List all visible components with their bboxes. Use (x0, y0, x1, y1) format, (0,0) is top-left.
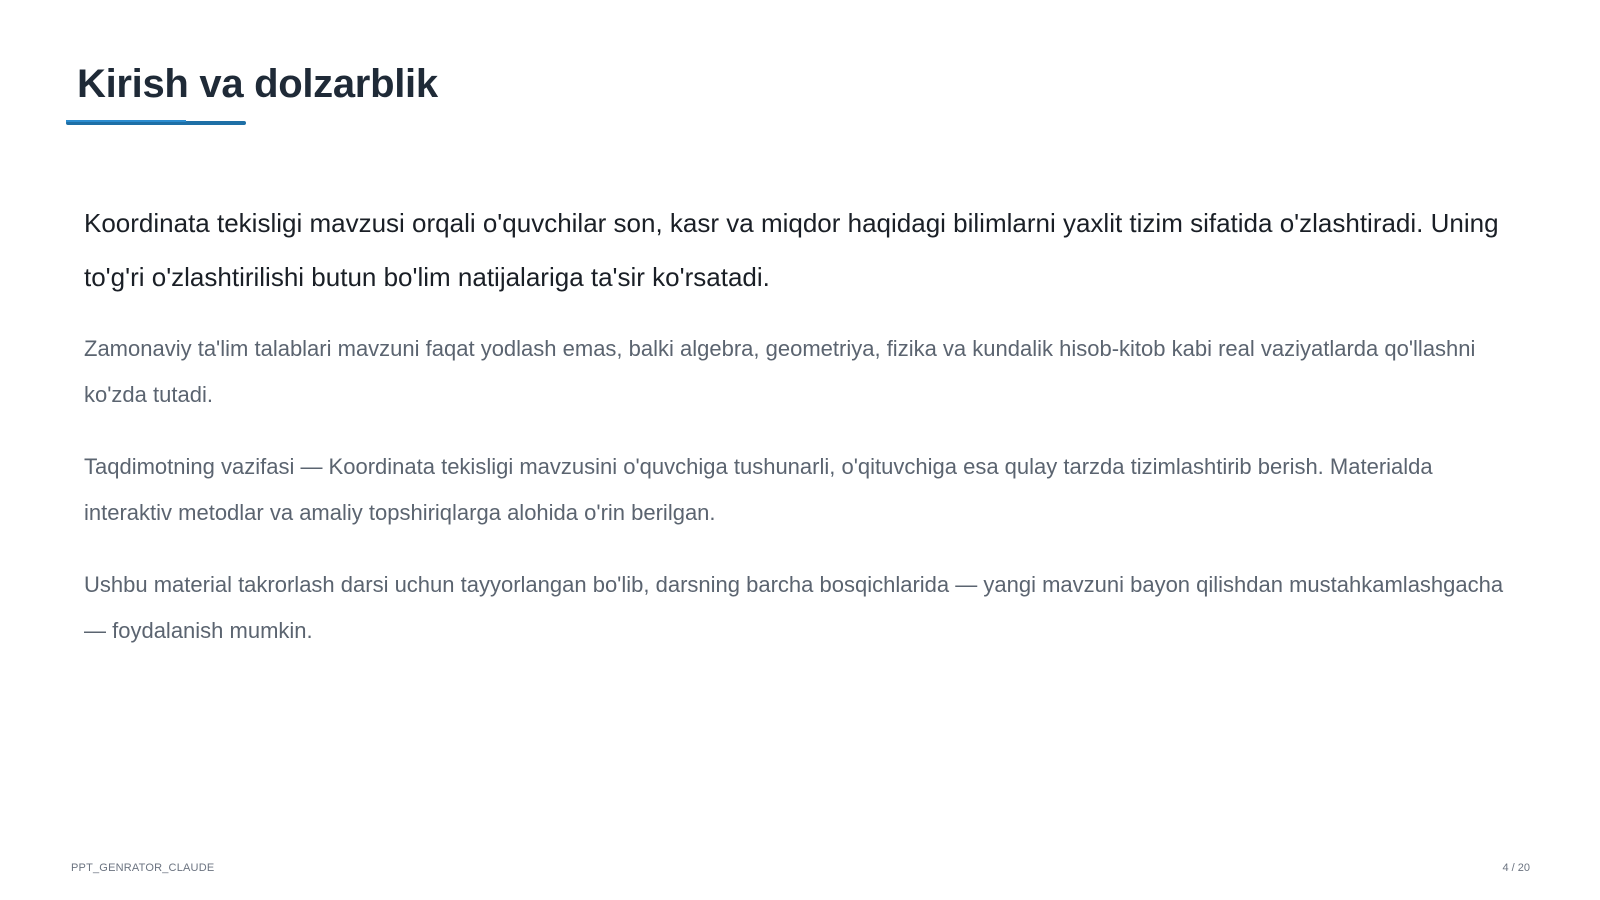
page-number: 4 / 20 (1502, 862, 1530, 874)
slide-content (84, 196, 1514, 680)
body-paragraph-2: Taqdimotning vazifasi — Koordinata tekisligi mavzusini o'quvchiga tushunarli, o'qituvchiga esa qulay tarzda tizimlashtirib berish. Materialda interaktiv metodlar va amaliy topshiriqlarga alohida o'rin berilgan. (84, 454, 1433, 525)
footer-source: PPT_GENRATOR_CLAUDE (71, 862, 215, 874)
body-paragraph-1: Zamonaviy ta'lim talablari mavzuni faqat yodlash emas, balki algebra, geometriya, fizika va kundalik hisob-kitob kabi real vaziyatlarda qo'llashni ko'zda tutadi. (84, 336, 1476, 407)
lead-paragraph: Koordinata tekisligi mavzusi orqali o'quvchilar son, kasr va miqdor haqidagi bilimlarni yaxlit tizim sifatida o'zlashtiradi. Uning to'g'ri o'zlashtirilishi butun bo'lim natijalariga ta'sir ko'rsatadi. (84, 208, 1499, 292)
slide-title: Kirish va dolzarblik (77, 62, 438, 106)
title-underline-accent (66, 120, 186, 122)
body-paragraph-3: Ushbu material takrorlash darsi uchun tayyorlangan bo'lib, darsning barcha bosqichlarida — yangi mavzuni bayon qilishdan mustahkamlashgacha — foydalanish mumkin. (84, 572, 1504, 643)
